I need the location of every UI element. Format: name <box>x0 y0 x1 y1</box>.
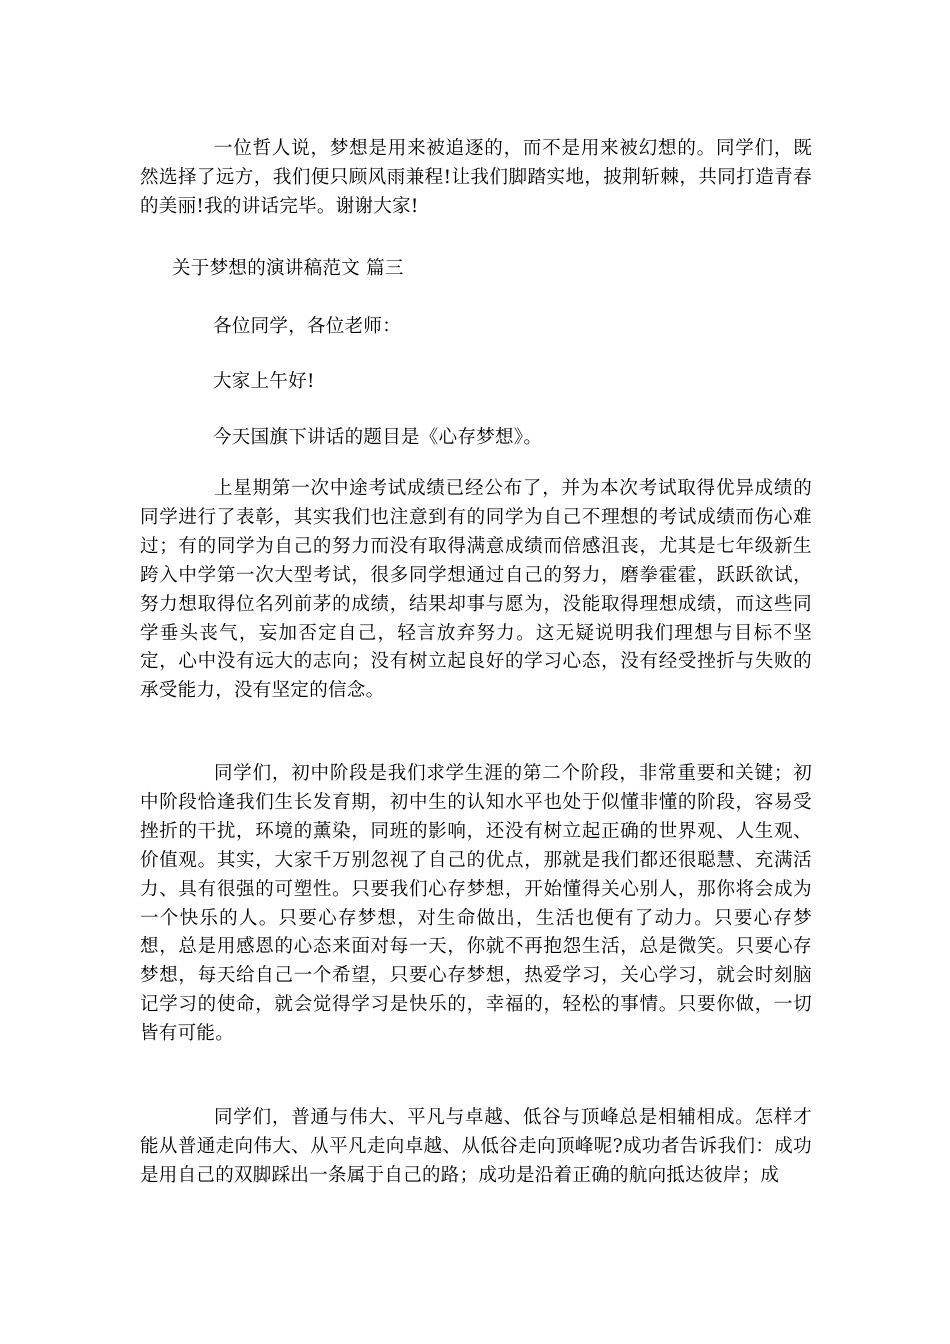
paragraph-closing-remarks: 一位哲人说，梦想是用来被追逐的，而不是用来被幻想的。同学们，既然选择了远方，我们便只顾风雨兼程!让我们脚踏实地，披荆斩棘，共同打造青春的美丽!我的讲话完毕。谢谢大家! <box>140 138 812 217</box>
speech-topic: 今天国旗下讲话的题目是《心存梦想》。 <box>213 427 543 448</box>
paragraph-exam-results: 上星期第一次中途考试成绩已经公布了，并为本次考试取得优异成绩的同学进行了表彰，其实我们也注意到有的同学为自己不理想的考试成绩而伤心难过；有的同学为自己的努力而没有取得满意成绩而倍感沮丧，尤其是七年级新生跨入中学第一次大型考试，很多同学想通过自己的努力，磨拳霍霍，跃跃欲试，努力想取得位名列前茅的成绩，结果却事与愿为，没能取得理想成绩，而这些同学垂头丧气，妄加否定自己，轻言放弃努力。这无疑说明我们理想与目标不坚定，心中没有远大的志向；没有树立起良好的学习心态，没有经受挫折与失败的承受能力，没有坚定的信念。 <box>140 478 812 702</box>
section-heading: 关于梦想的演讲稿范文 篇三 <box>172 258 404 279</box>
greeting-morning: 大家上午好! <box>213 371 315 392</box>
greeting-audience: 各位同学，各位老师： <box>213 316 402 337</box>
paragraph-junior-high: 同学们，初中阶段是我们求学生涯的第二个阶段，非常重要和关键；初中阶段恰逢我们生长发育期，初中生的认知水平也处于似懂非懂的阶段，容易受挫折的干扰，环境的薰染，同班的影响，还没有树立起正确的世界观、人生观、价值观。其实，大家千万别忽视了自己的优点，那就是我们都还很聪慧、充满活力、具有很强的可塑性。只要我们心存梦想，开始懂得关心别人，那你将会成为一个快乐的人。只要心存梦想，对生命做出，生活也便有了动力。只要心存梦想，总是用感恩的心态来面对每一天，你就不再抱怨生活，总是微笑。只要心存梦想，每天给自己一个希望，只要心存梦想，热爱学习，关心学习，就会时刻脑记学习的使命，就会觉得学习是快乐的，幸福的，轻松的事情。只要你做，一切皆有可能。 <box>140 763 812 1045</box>
paragraph-success: 同学们，普通与伟大、平凡与卓越、低谷与顶峰总是相辅相成。怎样才能从普通走向伟大、从平凡走向卓越、从低谷走向顶峰呢?成功者告诉我们：成功是用自己的双脚踩出一条属于自己的路；成功是沿着正确的航向抵达彼岸；成 <box>140 1107 812 1186</box>
